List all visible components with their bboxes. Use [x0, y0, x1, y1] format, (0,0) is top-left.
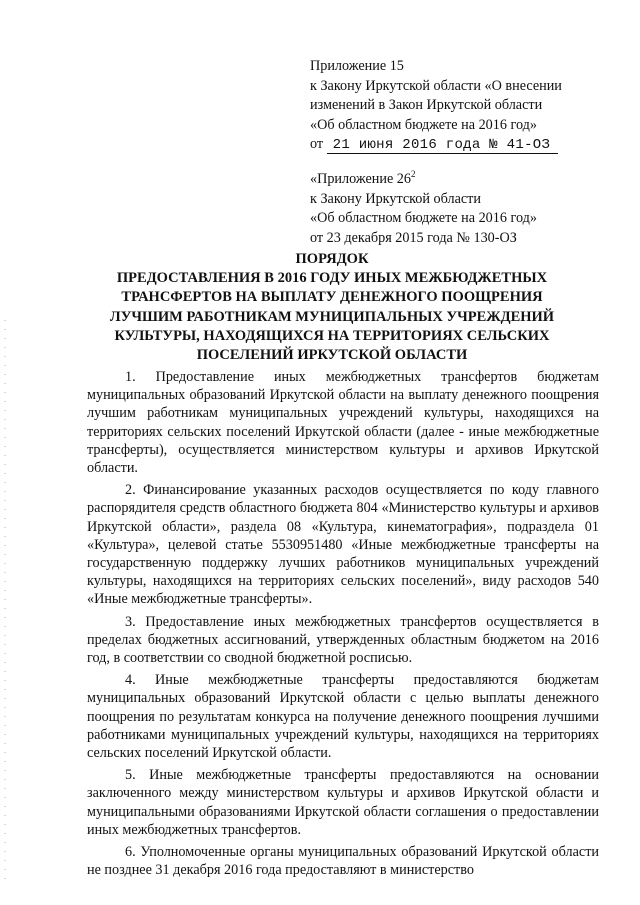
paragraph-4: 4. Иные межбюджетные трансферты предоставляются бюджетам муниципальных образований Иркутской области с целью выплаты денежного поощрения по результатам конкурса на получение денежного поощрения лучшими работниками муниципальных учреждений культуры, находящихся на территориях сельских поселений Иркутской области. [87, 672, 599, 762]
annex-15-law-ref-2: изменений в Закон Иркутской области [310, 97, 543, 113]
title-line: ПРЕДОСТАВЛЕНИЯ В 2016 ГОДУ ИНЫХ МЕЖБЮДЖЕТНЫХ [116, 270, 548, 287]
paragraph-6: 6. Уполномоченные органы муниципальных образований Иркутской области не позднее 31 декабря 2016 года предоставляют в министерство [87, 844, 599, 879]
annex-superscript: 2 [410, 169, 416, 179]
annex-15-law-ref-3: «Об областном бюджете на 2016 год» [310, 116, 537, 133]
title-line: КУЛЬТУРЫ, НАХОДЯЩИХСЯ НА ТЕРРИТОРИЯХ СЕЛЬСКИХ [114, 327, 550, 344]
annex-26-law-ref: к Закону Иркутской области [310, 190, 481, 207]
date-from-label: от [310, 136, 324, 152]
title-line: ПОРЯДОК [295, 251, 369, 267]
title-line: ПОСЕЛЕНИЙ ИРКУТСКОЙ ОБЛАСТИ [196, 347, 468, 364]
paragraph-1: 1. Предоставление иных межбюджетных трансфертов бюджетам муниципальных образований Иркутской области на выплату денежного поощрения лучшим работникам муниципальных учреждений культуры, находящихся на территориях сельских поселений Иркутской области (далее - иные межбюджетные трансферты), осуществляется министерством культуры и архивов Иркутской области. [87, 369, 599, 477]
title-line: ТРАНСФЕРТОВ НА ВЫПЛАТУ ДЕНЕЖНОГО ПООЩРЕНИЯ [121, 289, 543, 306]
annex-26-number: «Приложение $26^2$ [310, 169, 416, 187]
annex-26-header [310, 165, 537, 248]
annex-26-law-ref-2: «Об областном бюджете на 2016 год» [310, 210, 537, 226]
paragraph-2: 2. Финансирование указанных расходов осуществляется по коду главного распорядителя средств областного бюджета 804 «Министерство культуры и архивов Иркутской области», раздела 08 «Культура, кинематография», подраздела 01 «Культура», целевой статье 5530951480 «Иные межбюджетные трансферты на государственную поддержку лучших работников муниципальных учреждений культуры, находящихся на территориях сельских поселений», виду расходов 540 «Иные межбюджетные трансферты». [87, 482, 599, 608]
annex-15-number: Приложение 15 [310, 58, 404, 74]
annex-15-law-ref: к Закону Иркутской области «О внесении [310, 77, 562, 94]
paragraph-3: 3. Предоставление иных межбюджетных трансфертов осуществляется в пределах бюджетных ассигнований, утвержденных областным бюджетом на 2016 год, в соответствии со сводной бюджетной росписью. [87, 613, 599, 667]
document-body [87, 368, 599, 883]
scan-margin-artifact [4, 320, 6, 880]
annex-15-date-line [310, 135, 562, 155]
title-line: ЛУЧШИМ РАБОТНИКАМ МУНИЦИПАЛЬНЫХ УЧРЕЖДЕНИЙ [109, 308, 555, 325]
annex-26-law-date: от 23 декабря 2015 года № 130-ОЗ [310, 229, 517, 246]
annex-15-header [310, 57, 562, 155]
document-title [90, 250, 574, 365]
handwritten-date: 21 июня 2016 года № 41-ОЗ [327, 137, 559, 154]
paragraph-5: 5. Иные межбюджетные трансферты предоставляются на основании заключенного между министерством культуры и архивов Иркутской области и муниципальными образованиями Иркутской области соглашения о предоставлении иных межбюджетных трансфертов. [87, 767, 599, 838]
